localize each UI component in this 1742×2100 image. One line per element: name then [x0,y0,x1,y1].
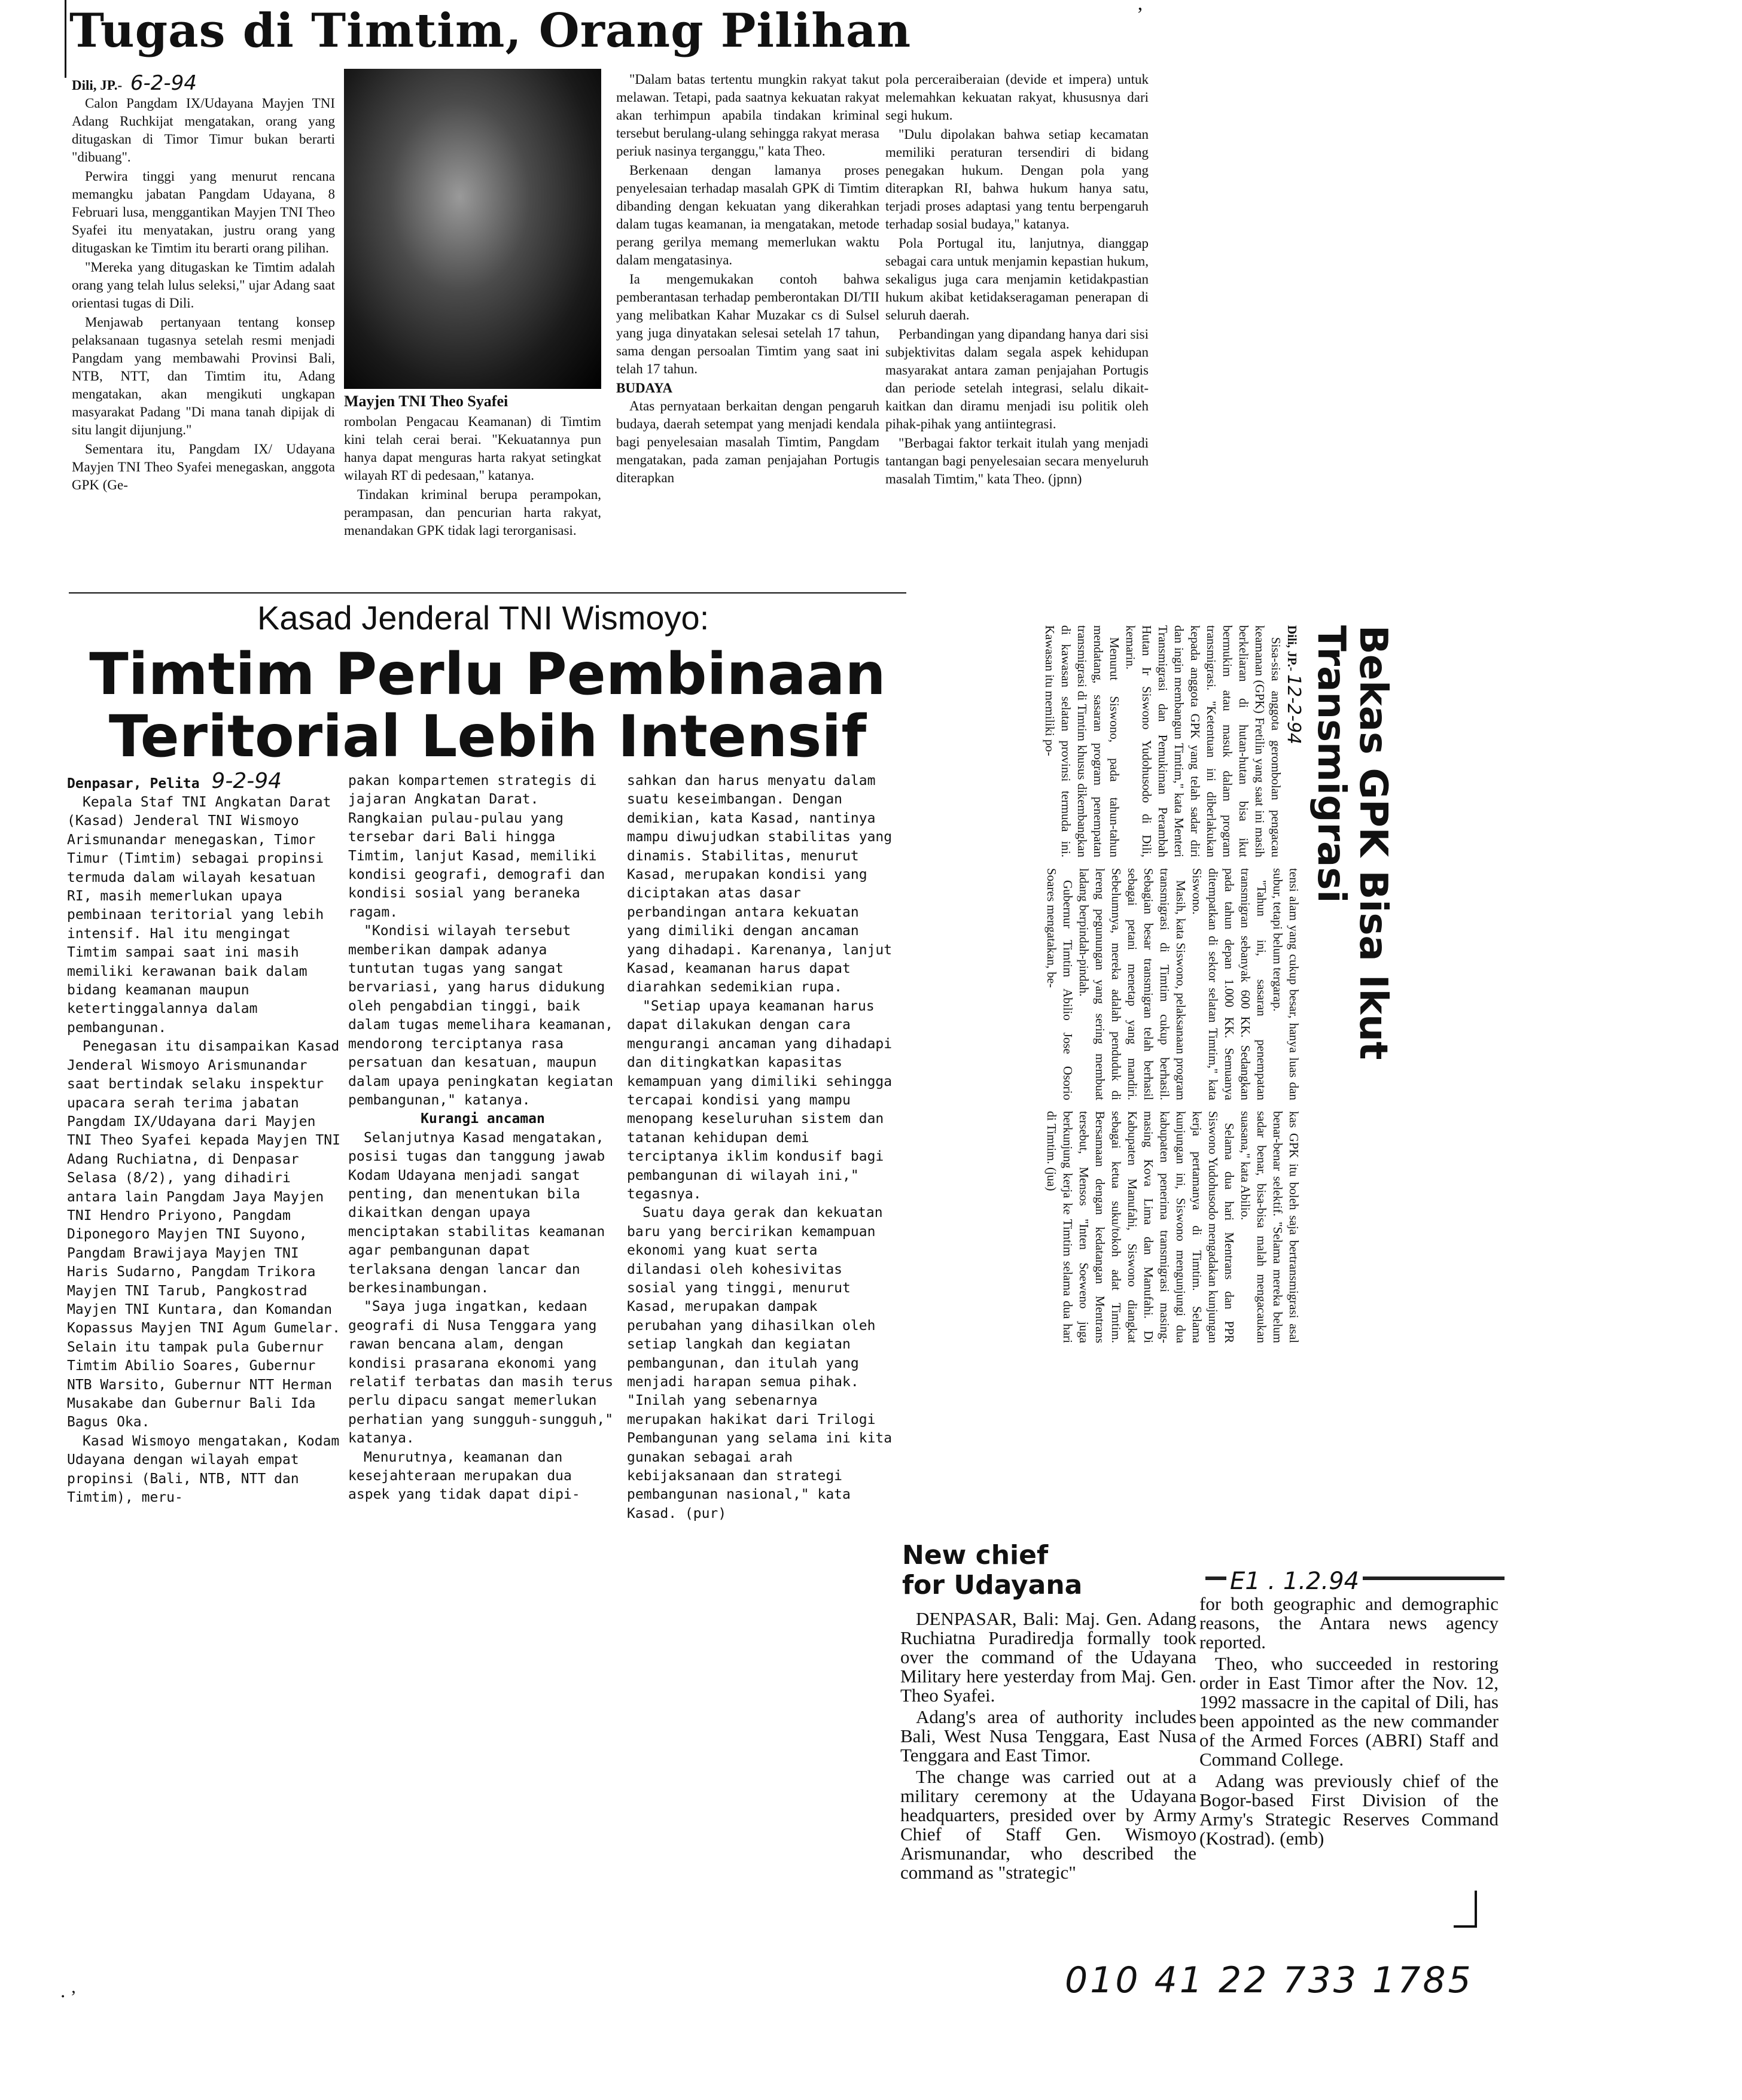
dateline: Dili, JP.- [72,78,123,93]
article-column-1 [72,71,335,495]
paragraph: sahkan dan harus menyatu dalam suatu keseimbangan. Dengan demikian, kata Kasad, nantinya mampu diwujudkan stabilitas yang dinamis. Stabilitas, menurut Kasad, merupakan kondisi yang diciptakan atas dasar perbandingan antara kekuatan yang dimiliki dengan ancaman yang dihadapi. Karenanya, lanjut Kasad, keamanan harus dapat diarahkan sedemikian rupa. [627,773,893,996]
divider [69,592,906,594]
paragraph: Perbandingan yang dipandang hanya dari sisi subjektivitas dalam segala aspek kehidupan masyarakat antara zaman penjajahan Portugis dan periode setelah integrasi, selalu dikait-kaitkan dan diramu menjadi isu politik oleh pihak-pihak yang antiintegrasi. [885,327,1149,431]
headline [902,1541,1082,1600]
bracket-mark [1454,1925,1477,1928]
paragraph: rombolan Pengacau Keamanan) di Timtim kini telah cerai berai. "Kekuatannya pun hanya dapat menguras harta rakyat setingkat wilayah RT di pedesaan," katanya. [344,414,601,483]
paragraph: Sisa-sisa anggota gerombolan pengacau keamanan (GPK) Fretilin yang saat ini masih berkeliaran di hutan-hutan bisa ikut bermukim atau masuk dalam program transmigrasi. "Ketentuan ini diberlakukan kepada anggota GPK yang telah sadar diri dan ingin membangun Timtim," kata Menteri Transmigrasi dan Pemukiman Perambah Hutan Ir Siswono Yudohusodo di Dili, kemarin. [1123,625,1283,857]
article-body [1041,625,1302,1343]
paragraph: pakan kompartemen strategis di jajaran Angkatan Darat. Rangkaian pulau-pulau yang tersebar dari Bali hingga Timtim, lanjut Kasad, memiliki kondisi geografi, demografi dan kondisi sosial yang beraneka ragam. [348,773,605,920]
archive-number: 010 41 22 733 1785 [1065,1959,1473,2001]
paragraph: "Tahun ini, sasaran penempatan transmigran sebanyak 600 KK. Sedangkan pada tahun depan 1.000 KK. Semuanya ditempatkan di sektor selatan Timtim," kata Siswono. [1190,868,1269,1100]
article-column-2 [1041,868,1302,1100]
portrait-photo [344,69,601,389]
paragraph: Kasad Wismoyo mengatakan, Kodam Udayana dengan wilayah empat propinsi (Bali, NTB, NTT dan Timtim), meru- [67,1433,340,1506]
paragraph: "Setiap upaya keamanan harus dapat dilakukan dengan cara mengurangi ancaman yang dihadapi dan ditingkatkan kapasitas kemampuan yang dimiliki sehingga tercapai kondisi yang mampu menopang keseluruhan sistem dan tatanan kehidupan demi terciptanya iklim kondusif bagi pembangunan di wilayah ini," tegasnya. [627,998,893,1202]
headline-line-1: New chief [902,1540,1049,1571]
headline-line-2: for Udayana [902,1570,1083,1600]
article-column-4 [885,71,1149,489]
article-column-1 [900,1609,1196,1885]
paragraph: Tindakan kriminal berupa perampokan, perampasan, dan pencurian harta rakyat, menandakan GPK tidak lagi terorganisasi. [344,487,601,538]
headline [69,643,906,768]
handwritten-note: E1 . 1.2.94 [1226,1568,1363,1595]
headline: Tugas di Timtim, Orang Pilihan [69,4,912,58]
paragraph: Masih, kata Siswono, pelaksanaan program transmigrasi di Timtim cukup berhasil. Sebagian besar transmigran telah berhasil sebagai petani menetap yang mandiri. Sebelumnya, mereka adalah penduduk di lereng pegunungan yang sering membuat ladang berpindah-pindah. [1077,868,1188,1100]
article-column-1 [67,769,348,1507]
paragraph: Pola Portugal itu, lanjutnya, dianggap sebagai cara untuk menjamin kepastian hukum, sekaligus juga cara menjamin ketidakpastian hukum akibat ketidakseragaman penerapan di seluruh daerah. [885,236,1149,322]
headline-line-2: Teritorial Lebih Intensif [108,703,867,770]
paragraph: "Mereka yang ditugaskan ke Timtim adalah orang yang telah lulus seleksi," ujar Adang saat orientasi tugas di Dili. [72,260,335,311]
paragraph: Gubernur Timtim Abilio Jose Osorio Soares mengatakan, be- [1044,868,1075,1100]
paragraph: Menurutnya, keamanan dan kesejahteraan merupakan dua aspek yang tidak dapat dipi- [348,1449,580,1503]
paragraph: "Dulu dipolakan bahwa setiap kecamatan memiliki peraturan tersendiri di bidang penegakan hukum. Dengan pola yang diterapkan RI, bahwa hukum hanya satu, terjadi proses adaptasi yang tentu berpengaruh terhadap sosial budaya," katanya. [885,127,1149,232]
paragraph: Menjawab pertanyaan tentang konsep pelaksanaan tugasnya setelah resmi menjadi Pangdam yang membawahi Provinsi Bali, NTB, NTT, dan Timtim itu, Adang mengatakan, akan mengikuti ungkapan masyarakat Padang "Di mana tanah dipijak di situ langit dijunjung." [72,315,335,437]
stray-mark: ⋅ ’ [60,1987,77,2007]
dateline: Dili, JP.- [1285,625,1299,671]
kicker: Kasad Jenderal TNI Wismoyo: [257,599,709,637]
paragraph: tensi alam yang cukup besar, hanya luas dan subur, tetapi belum tergarap. [1271,868,1301,1100]
article-column-3 [1041,1111,1302,1343]
article-column-1 [1041,625,1302,857]
paragraph: "Dalam batas tertentu mungkin rakyat takut melawan. Tetapi, pada saatnya kekuatan rakyat akan terhimpun apabila tindakan kriminal tersebut berulang-ulang sehingga rakyat merasa periuk nasinya terganggu," kata Theo. [616,72,879,159]
article-column-3 [627,772,897,1523]
paragraph: Penegasan itu disampaikan Kasad Jenderal Wismoyo Arismunandar saat bertindak selaku inspektur upacara serah terima jabatan Pangdam IX/Udayana dari Mayjen TNI Theo Syafei kepada Mayjen TNI Adang Ruchiatna, di Denpasar Selasa (8/2), yang dihadiri antara lain Pangdam Jaya Mayjen TNI Hendro Priyono, Pangdam Diponegoro Mayjen TNI Suyono, Pangdam Brawijaya Mayjen TNI Haris Sudarno, Pangdam Trikora Mayjen TNI Tarub, Pangkostrad Mayjen TNI Kuntara, dan Komandan Kopassus Mayjen TNI Agum Gumelar. Selain itu tampak pula Gubernur Timtim Abilio Soares, Gubernur NTB Warsito, Gubernur NTT Herman Musakabe dan Gubernur Bali Ida Bagus Oka. [67,1039,340,1431]
paragraph: Suatu daya gerak dan kekuatan baru yang bercirikan kemampuan ekonomi yang kuat serta dilandasi oleh kohesivitas sosial yang tinggi, menurut Kasad, merupakan dampak perubahan yang dihasilkan oleh setiap langkah dan kegiatan pembangunan, dan itulah yang menjadi harapan semua pihak. "Inilah yang sebenarnya merupakan hakikat dari Trilogi Pembangunan yang selama ini kita gunakan sebagai arah kebijaksanaan dan strategi pembangunan nasional," kata Kasad. (pur) [627,1205,893,1521]
bracket-mark [1475,1891,1477,1926]
dateline: Denpasar, Pelita [67,776,200,792]
article-bekas-gpk-transmigrasi [903,625,1394,1343]
paragraph: Perwira tinggi yang menurut rencana memangku jabatan Pangdam Udayana, 8 Februari lusa, menggantikan Mayjen TNI Theo Syafei itu menyatakan, justru orang yang ditugaskan ke Timtim itu berarti orang pilihan. [72,169,335,255]
paragraph: "Saya juga ingatkan, kedaan geografi di Nusa Tenggara yang rawan bencana alam, dengan kondisi prasarana ekonomi yang relatif terbatas dan masih terus perlu dipacu sangat memerlukan perhatian yang sungguh-sungguh," katanya. [348,1299,614,1447]
handwritten-date: 12-2-94 [1283,674,1304,745]
article-column-3 [616,71,879,488]
paragraph: pola perceraiberaian (devide et impera) untuk melemahkan kekuatan rakyat, khususnya dari segi hukum. [885,72,1149,123]
paragraph: Ia mengemukakan contoh bahwa pemberantasan terhadap pemberontakan DI/TII yang melibatkan Kahar Muzakar cs di Sulsel yang juga dinyatakan selesai setelah 17 tahun, sama dengan persoalan Timtim yang saat ini telah 17 tahun. [616,272,879,376]
article-column-2 [344,413,601,541]
paragraph: kas GPK itu boleh saja bertransmigrasi asal benar-benar selektif. "Selama mereka belum sadar benar, bisa-bisa malah mengacaukan suasana," kata Abilio. [1238,1111,1301,1343]
paragraph: Selama dua hari Mentrans dan PPR Siswono Yudohusodo mengadakan kunjungan kerja pertamanya di Timtim. Selama kunjungan ini, Siswono mengunjungi dua kabupaten penerima transmigrasi masing-masing Kova Lima dan Manufahi. Di Kabupaten Manufahi, Siswono diangkat sebagai ketua suku/tokoh adat Timtim. Bersamaan dengan kedatangan Mentrans tersebut, Mensos "Inten Soeweno juga berkunjung kerja ke Timtim selama dua hari di Timtim. (jua) [1044,1111,1237,1343]
paragraph: Kepala Staf TNI Angkatan Darat (Kasad) Jenderal TNI Wismoyo Arismunandar menegaskan, Timor Timur (Timtim) sebagai propinsi termuda dalam wilayah kesatuan RI, masih memerlukan upaya pembinaan teritorial yang lebih intensif. Hal itu mengingat Timtim sampai saat ini masih memiliki kerawanan baik dalam bidang keamanan maupun ketertinggalannya dalam pembangunan. [67,795,331,1036]
headline: Bekas GPK Bisa Ikut Transmigrasi [1309,625,1395,1060]
handwritten-date: 9-2-94 [211,769,282,793]
paragraph: Adang was previously chief of the Bogor-based First Division of the Army's Strategic Reserves Command (Kostrad). (emb) [1199,1770,1499,1849]
paragraph: DENPASAR, Bali: Maj. Gen. Adang Ruchiatna Puradiredja formally took over the command of the Udayana Military here yesterday from Maj. Gen. Theo Syafei. [900,1608,1196,1706]
handwritten-date: 6-2-94 [130,71,197,95]
paragraph: Sementara itu, Pangdam IX/ Udayana Mayjen TNI Theo Syafei menegaskan, anggota GPK (Ge- [72,442,335,492]
paragraph: Berkenaan dengan lamanya proses penyelesaian terhadap masalah GPK di Timtim dibanding dengan kekuatan yang dikerahkan dalam tugas keamanan, ia mengatakan, metode perang gerilya memang memerlukan waktu dalam mengatasinya. [616,163,879,267]
article-column-2 [348,772,617,1505]
headline-line-1: Timtim Perlu Pembinaan [89,641,886,708]
paragraph: for both geographic and demographic reasons, the Antara news agency reported. [1199,1593,1499,1652]
margin-tick-mark: ’ [1137,4,1144,26]
article-column-2 [1199,1594,1499,1851]
paragraph: "Kondisi wilayah tersebut memberikan dampak adanya tuntutan tugas yang sangat bervariasi, yang harus didukung oleh pengabdian tinggi, baik dalam tugas memelihara keamanan, mendorong terciptanya rasa persatuan dan kesatuan, maupun dalam upaya peningkatan kegiatan pembangunan," katanya. [348,923,614,1108]
paragraph: Menurut Siswono, pada tahun-tahun mendatang, sasaran program penempatan transmigrasi di Timtim khusus dikembangkan di kawasan selatan provinsi termuda ini. Kawasan itu memiliki po- [1043,625,1122,857]
subhead: BUDAYA [616,381,673,395]
column-rule [65,0,66,78]
subhead: Kurangi ancaman [421,1111,545,1127]
paragraph: The change was carried out at a military ceremony at the Udayana headquarters, presided over by Army Chief of Staff Gen. Wismoyo Arismunandar, who described the command as "strategic" [900,1766,1196,1883]
paragraph: Adang's area of authority includes Bali, West Nusa Tenggara, East Nusa Tenggara and East Timor. [900,1706,1196,1766]
paragraph: "Berbagai faktor terkait itulah yang menjadi tantangan bagi penyelesaian secara menyeluruh masalah Timtim," kata Theo. (jpnn) [885,436,1149,486]
paragraph: Calon Pangdam IX/Udayana Mayjen TNI Adang Ruchkijat mengatakan, orang yang ditugaskan di Timor Timur bukan berarti "dibuang". [72,96,335,165]
paragraph: Atas pernyataan berkaitan dengan pengaruh budaya, daerah setempat yang menjadi kendala bagi penyelesaian masalah Timtim, Pangdam mengatakan, pada zaman penjajahan Portugis diterapkan [616,398,879,485]
photo-caption: Mayjen TNI Theo Syafei [344,392,508,410]
paragraph: Selanjutnya Kasad mengatakan, posisi tugas dan tanggung jawab Kodam Udayana menjadi sangat penting, dan menentukan bila dikaitkan dengan upaya menciptakan stabilitas keamanan agar pembangunan dapat terlaksana dengan lancar dan berkesinambungan. [348,1130,605,1296]
paragraph: Theo, who succeeded in restoring order in East Timor after the Nov. 12, 1992 massacre in the capital of Dili, has been appointed as the new commander of the Armed Forces (ABRI) Staff and Command College. [1199,1653,1499,1770]
